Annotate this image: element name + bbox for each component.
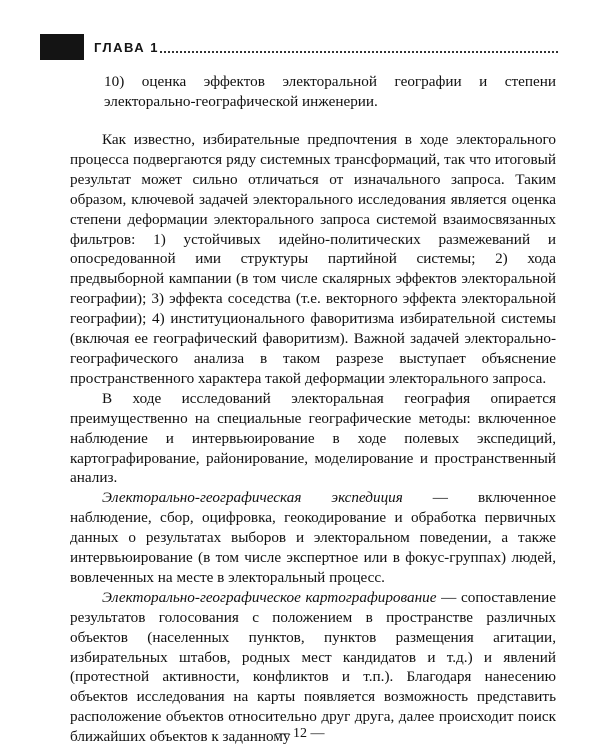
paragraph-text: В ходе исследований электоральная география опирается преимущественно на специальные географические методы: включенное наблюдение и интервьюирование в ходе полевых экспедиций, картографирование, районирование, моделирование и пространственный анализ. (70, 389, 556, 487)
paragraph-cartography (70, 588, 556, 747)
paragraph-methods (70, 389, 556, 489)
list-item-10: 10) оценка эффектов электоральной географии и степени электорально-географической инженерии. (104, 73, 556, 110)
header-dotted-rule (160, 51, 558, 53)
chapter-marker-block (40, 34, 84, 60)
paragraph-text: Как известно, избирательные предпочтения в ходе электорального процесса подвергаются ряду системных трансформаций, так что итоговый результат может сильно отличаться от изначального запроса. Таким образом, ключевой задачей электорального исследования является оценка степени деформации электорального запроса системой взаимосвязанных фильтров: 1) устойчивых идейно-политических размежеваний и опосредованной ими структуры партийной системы; 2) хода предвыборной кампании (в том числе скалярных эффектов электоральной географии); 3) эффекта соседства (т.е. векторного эффекта электоральной географии); 4) институционального фаворитизма избирательной системы (включая ее географический фаворитизм). Важной задачей электорально-географического анализа в таком разрезе выступает объяснение пространственного характера такой деформации электорального запроса. (70, 131, 556, 387)
term-expedition: Электорально-географическая экспедиция (102, 489, 403, 507)
paragraph-expedition (70, 488, 556, 588)
paragraph-text: — включенное наблюдение, сбор, оцифровка, геокодирование и обработка первичных данных о результатах выборов и электоральном поведении, а также интервьюирование (в том числе экспертное или в фокус-группах) людей, вовлеченных на месте в электоральный процесс. (70, 489, 556, 586)
chapter-title: ГЛАВА 1 (94, 40, 160, 55)
page-body (70, 72, 556, 747)
page-number: — 12 — (275, 726, 325, 741)
term-cartography: Электорально-географическое картографирование (102, 588, 437, 606)
paragraph-text: — сопоставление результатов голосования с положением в пространстве различных объектов (населенных пунктов, пунктов размещения агитации, избирательных штабов, родных мест кандидатов и т.д.) и явлений (протестной активности, конфликтов и т.п.). Благодаря нанесению объектов исследования на карты появляется возможность представить расположение объектов относительно друг друга, далее происходит поиск ближайших объектов к заданному (70, 588, 557, 746)
paragraph-electoral-filters (70, 130, 556, 389)
